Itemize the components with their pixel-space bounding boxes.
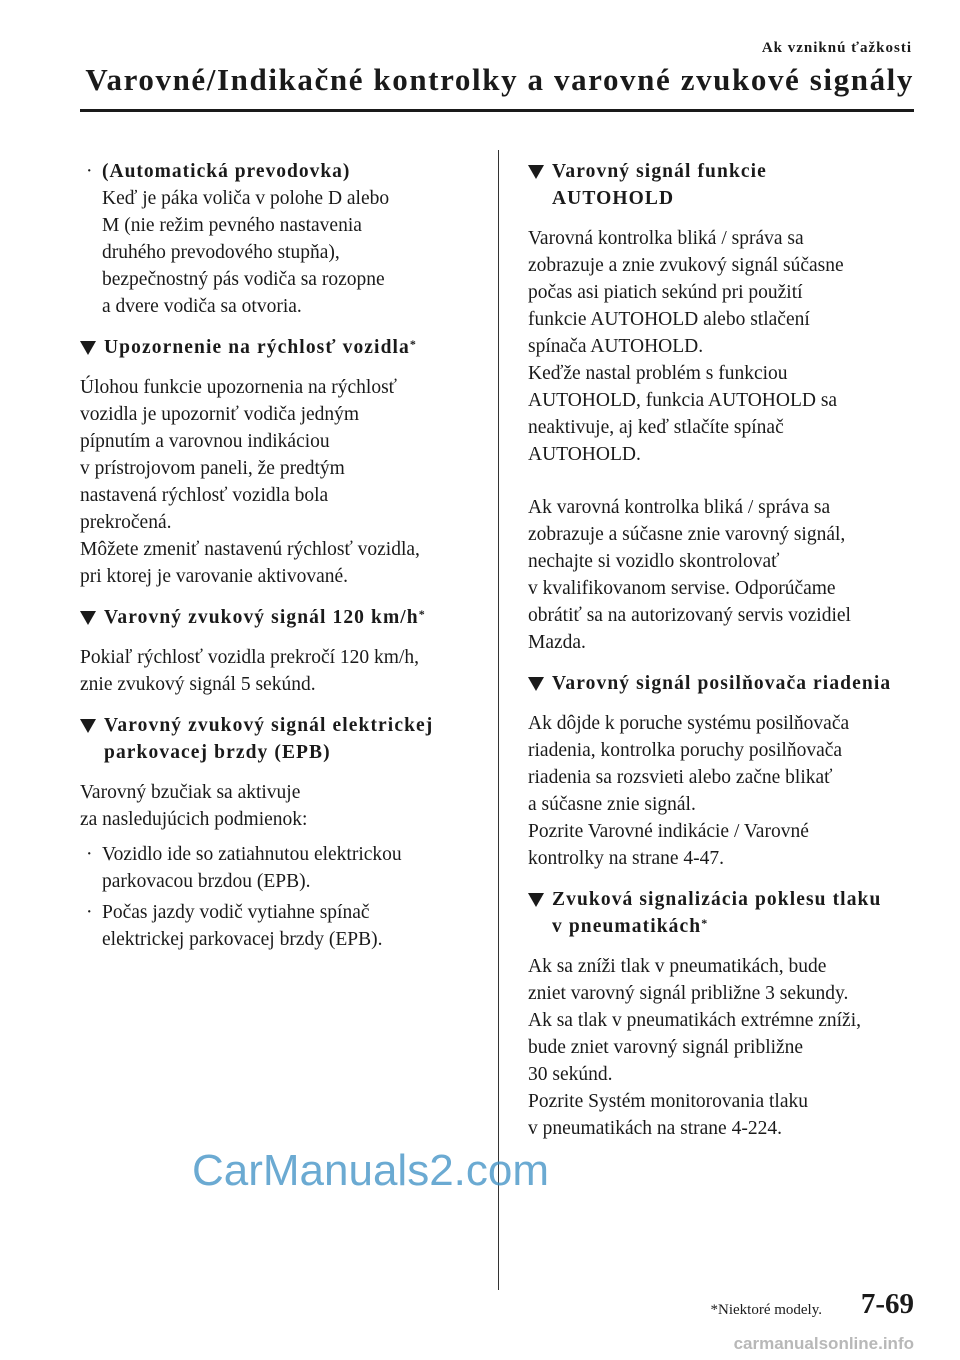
text-line: kontrolky na strane 4-47. bbox=[528, 848, 725, 869]
column-divider bbox=[498, 150, 499, 1290]
heading-text: v pneumatikách bbox=[552, 916, 702, 937]
footnote-mark: * bbox=[701, 916, 709, 930]
epb-intro bbox=[80, 779, 475, 833]
text-line: v kvalifikovanom servise. Odporúčame bbox=[528, 578, 836, 599]
bullet-dot: · bbox=[86, 161, 93, 182]
text-line: zniet varovný signál približne 3 sekundy. bbox=[528, 983, 849, 1004]
speed-warning-heading bbox=[80, 334, 475, 361]
left-column bbox=[80, 158, 475, 957]
text-line: Pozrite Varovné indikácie / Varovné bbox=[528, 821, 809, 842]
tire-pressure-heading bbox=[528, 886, 918, 940]
triangle-marker-icon bbox=[528, 677, 544, 691]
text-line: AUTOHOLD, funkcia AUTOHOLD sa bbox=[528, 390, 838, 411]
text-line: spínača AUTOHOLD. bbox=[528, 336, 704, 357]
epb-bullet bbox=[80, 841, 475, 895]
bullet-line: a dvere vodiča sa otvoria. bbox=[102, 296, 302, 317]
bullet-dot: · bbox=[86, 844, 93, 865]
text-line: Ak varovná kontrolka bliká / správa sa bbox=[528, 497, 831, 518]
text-line: nechajte si vozidlo skontrolovať bbox=[528, 551, 780, 572]
heading-text: Varovný signál funkcie bbox=[552, 161, 767, 182]
text-line: za nasledujúcich podmienok: bbox=[80, 809, 308, 830]
autohold-text bbox=[528, 225, 918, 468]
triangle-marker-icon bbox=[80, 719, 96, 733]
text-line: zobrazuje a súčasne znie varovný signál, bbox=[528, 524, 846, 545]
text-line: Ak sa zníži tlak v pneumatikách, bude bbox=[528, 956, 827, 977]
footnote-mark: * bbox=[409, 337, 417, 351]
heading-text: parkovacej brzdy (EPB) bbox=[104, 742, 331, 763]
heading-text: Varovný zvukový signál 120 km/h bbox=[104, 607, 419, 628]
text-line: Mazda. bbox=[528, 632, 586, 653]
bullet-line: druhého prevodového stupňa), bbox=[102, 242, 340, 263]
text-line: AUTOHOLD. bbox=[528, 444, 641, 465]
text-line: Môžete zmeniť nastavenú rýchlosť vozidla, bbox=[80, 539, 420, 560]
autohold-heading bbox=[528, 158, 918, 212]
text-line: v prístrojovom paneli, že predtým bbox=[80, 458, 345, 479]
text-line: 30 sekúnd. bbox=[528, 1064, 613, 1085]
text-line: Ak sa tlak v pneumatikách extrémne zníži, bbox=[528, 1010, 862, 1031]
text-line: zobrazuje a znie zvukový signál súčasne bbox=[528, 255, 844, 276]
text-line: znie zvukový signál 5 sekúnd. bbox=[80, 674, 316, 695]
text-line: Varovná kontrolka bliká / správa sa bbox=[528, 228, 804, 249]
bullet-line: parkovacou brzdou (EPB). bbox=[102, 871, 311, 892]
epb-bullet bbox=[80, 899, 475, 953]
triangle-marker-icon bbox=[528, 165, 544, 179]
bullet-line: Počas jazdy vodič vytiahne spínač bbox=[102, 902, 370, 923]
power-steering-heading bbox=[528, 670, 918, 697]
text-line: počas asi piatich sekúnd pri použití bbox=[528, 282, 803, 303]
text-line: Keďže nastal problém s funkciou bbox=[528, 363, 788, 384]
watermark-logo: CarManuals2.com bbox=[192, 1146, 550, 1195]
heading-text: Zvuková signalizácia poklesu tlaku bbox=[552, 889, 882, 910]
power-steering-text bbox=[528, 710, 918, 872]
text-line: Pozrite Systém monitorovania tlaku bbox=[528, 1091, 808, 1112]
footnote-mark: * bbox=[418, 607, 426, 621]
bullet-line: M (nie režim pevného nastavenia bbox=[102, 215, 362, 236]
speed-120-heading bbox=[80, 604, 475, 631]
heading-text: Varovný signál posilňovača riadenia bbox=[552, 673, 892, 694]
text-line: Varovný bzučiak sa aktivuje bbox=[80, 782, 301, 803]
text-line: Pokiaľ rýchlosť vozidla prekročí 120 km/h, bbox=[80, 647, 420, 668]
footnote: *Niektoré modely. bbox=[710, 1302, 822, 1318]
bullet-line: Keď je páka voliča v polohe D alebo bbox=[102, 188, 390, 209]
bullet-line: elektrickej parkovacej brzdy (EPB). bbox=[102, 929, 383, 950]
text-line: vozidla je upozorniť vodiča jedným bbox=[80, 404, 360, 425]
page-number: 7-69 bbox=[860, 1288, 914, 1320]
text-line: neaktivuje, aj keď stlačíte spínač bbox=[528, 417, 784, 438]
text-line: Úlohou funkcie upozornenia na rýchlosť bbox=[80, 377, 397, 398]
text-line: a súčasne znie signál. bbox=[528, 794, 696, 815]
triangle-marker-icon bbox=[528, 893, 544, 907]
bullet-title: (Automatická prevodovka) bbox=[102, 161, 351, 182]
heading-text: AUTOHOLD bbox=[552, 188, 675, 209]
watermark-url: carmanualsonline.info bbox=[733, 1334, 914, 1353]
heading-text: Varovný zvukový signál elektrickej bbox=[104, 715, 434, 736]
text-line: riadenia, kontrolka poruchy posilňovača bbox=[528, 740, 843, 761]
text-line: funkcie AUTOHOLD alebo stlačení bbox=[528, 309, 810, 330]
autohold-service-text bbox=[528, 494, 918, 656]
header-divider bbox=[80, 109, 914, 112]
page-title: Varovné/Indikačné kontrolky a varovné zvukové signály bbox=[85, 62, 914, 97]
text-line: obrátiť sa na autorizovaný servis vozidiel bbox=[528, 605, 851, 626]
text-line: pri ktorej je varovanie aktivované. bbox=[80, 566, 349, 587]
text-line: bude zniet varovný signál približne bbox=[528, 1037, 804, 1058]
section-label: Ak vzniknú ťažkosti bbox=[761, 40, 912, 56]
text-line: nastavená rýchlosť vozidla bola bbox=[80, 485, 329, 506]
triangle-marker-icon bbox=[80, 341, 96, 355]
text-line: prekročená. bbox=[80, 512, 172, 533]
bullet-line: Vozidlo ide so zatiahnutou elektrickou bbox=[102, 844, 402, 865]
speed-warning-text bbox=[80, 374, 475, 590]
text-line: Ak dôjde k poruche systému posilňovača bbox=[528, 713, 850, 734]
epb-heading bbox=[80, 712, 475, 766]
text-line: pípnutím a varovnou indikáciou bbox=[80, 431, 330, 452]
text-line: riadenia sa rozsvieti alebo začne blikať bbox=[528, 767, 833, 788]
triangle-marker-icon bbox=[80, 611, 96, 625]
bullet-dot: · bbox=[86, 902, 93, 923]
bullet-line: bezpečnostný pás vodiča sa rozopne bbox=[102, 269, 385, 290]
text-line: v pneumatikách na strane 4-224. bbox=[528, 1118, 782, 1139]
automatic-transmission-bullet bbox=[80, 158, 475, 320]
tire-pressure-text bbox=[528, 953, 918, 1142]
speed-120-text bbox=[80, 644, 475, 698]
right-column bbox=[528, 158, 918, 1156]
heading-text: Upozornenie na rýchlosť vozidla bbox=[104, 337, 410, 358]
